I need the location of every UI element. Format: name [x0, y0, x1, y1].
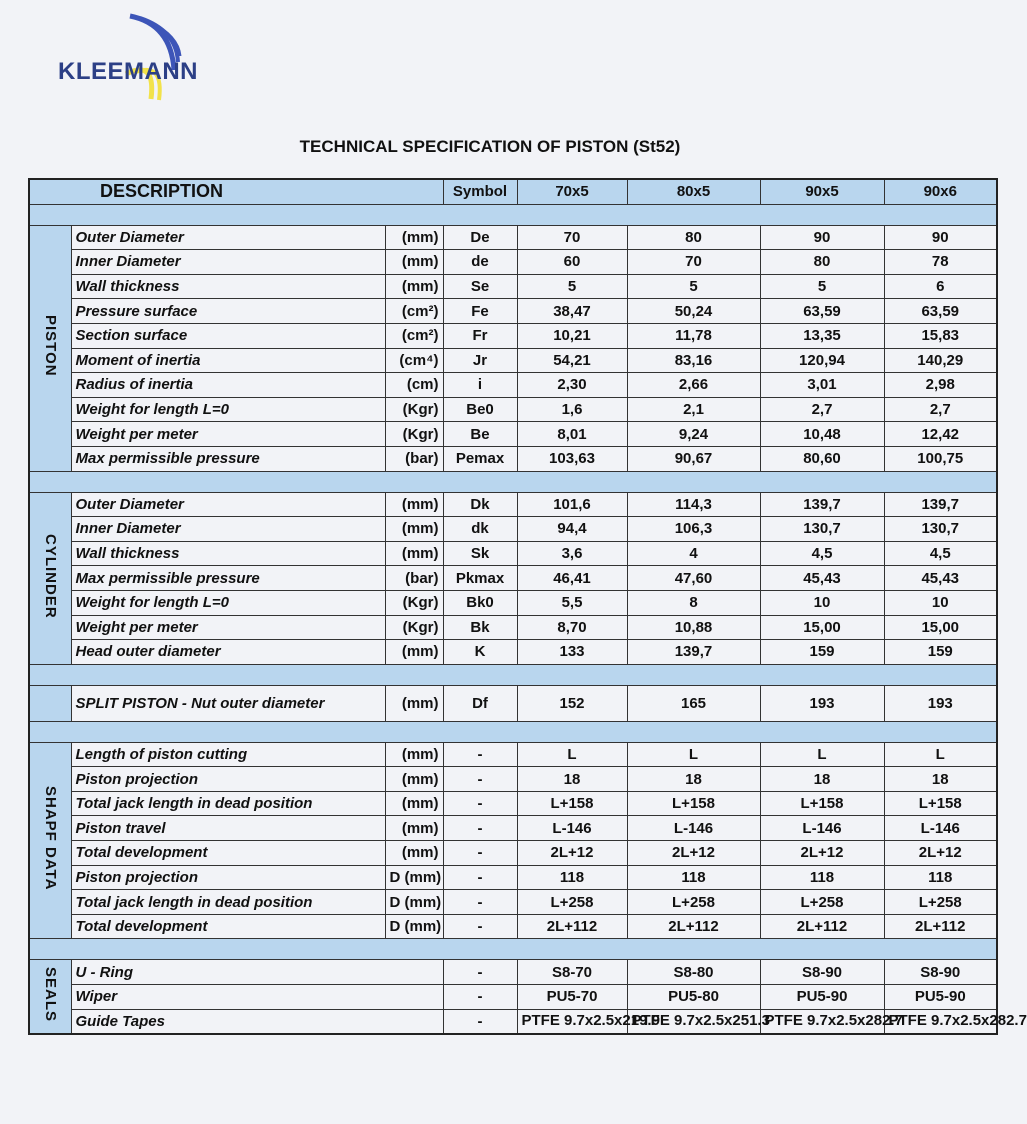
- value-cell: S8-90: [884, 960, 997, 985]
- table-row: [29, 767, 997, 792]
- row-symbol: -: [443, 960, 517, 985]
- value-cell: 133: [517, 640, 627, 665]
- value-cell: 101,6: [517, 492, 627, 517]
- row-unit: (Kgr): [385, 590, 443, 615]
- table-row: [29, 615, 997, 640]
- row-symbol: Dk: [443, 492, 517, 517]
- spacer-cell: [29, 939, 997, 960]
- value-cell: S8-80: [627, 960, 760, 985]
- row-symbol: -: [443, 841, 517, 866]
- value-cell: 2,98: [884, 373, 997, 398]
- section-label-text: CYLINDER: [41, 533, 59, 619]
- table-row: [29, 890, 997, 915]
- row-label: Max permissible pressure: [71, 566, 385, 591]
- value-cell: 2,7: [760, 397, 884, 422]
- value-cell: 130,7: [760, 517, 884, 542]
- value-cell: 13,35: [760, 323, 884, 348]
- table-row: [29, 397, 997, 422]
- value-cell: L-146: [884, 816, 997, 841]
- value-cell: 18: [517, 767, 627, 792]
- row-label: Total development: [71, 914, 385, 939]
- row-label: Weight per meter: [71, 422, 385, 447]
- value-cell: L: [884, 742, 997, 767]
- value-cell: PU5-90: [884, 985, 997, 1010]
- row-symbol: -: [443, 1009, 517, 1034]
- value-cell: 46,41: [517, 566, 627, 591]
- spacer-cell: [29, 471, 997, 492]
- section-spacer: [29, 471, 997, 492]
- value-cell: 2,66: [627, 373, 760, 398]
- section-label-piston: [29, 225, 71, 471]
- value-cell: 5: [760, 274, 884, 299]
- table-row: [29, 791, 997, 816]
- row-unit: (mm): [385, 492, 443, 517]
- row-symbol: De: [443, 225, 517, 250]
- table-row: [29, 348, 997, 373]
- value-cell: PTFE 9.7x2.5x282.7: [760, 1009, 884, 1034]
- header-symbol: Symbol: [443, 179, 517, 204]
- value-cell: 5: [627, 274, 760, 299]
- row-label: Weight for length L=0: [71, 590, 385, 615]
- value-cell: 152: [517, 685, 627, 721]
- table-row: [29, 742, 997, 767]
- row-unit: (mm): [385, 640, 443, 665]
- row-label: Piston travel: [71, 816, 385, 841]
- value-cell: 45,43: [760, 566, 884, 591]
- row-symbol: -: [443, 816, 517, 841]
- value-cell: 159: [884, 640, 997, 665]
- value-cell: 90: [760, 225, 884, 250]
- header-col: 90x5: [760, 179, 884, 204]
- value-cell: 90,67: [627, 446, 760, 471]
- table-row: [29, 590, 997, 615]
- value-cell: 2L+12: [627, 841, 760, 866]
- value-cell: PTFE 9.7x2.5x251.3: [627, 1009, 760, 1034]
- row-label: Total development: [71, 841, 385, 866]
- row-symbol: Be0: [443, 397, 517, 422]
- value-cell: 118: [884, 865, 997, 890]
- value-cell: 50,24: [627, 299, 760, 324]
- value-cell: 2L+112: [627, 914, 760, 939]
- value-cell: 118: [627, 865, 760, 890]
- value-cell: 103,63: [517, 446, 627, 471]
- row-label: Moment of inertia: [71, 348, 385, 373]
- row-unit: (cm): [385, 373, 443, 398]
- company-logo: [56, 14, 246, 104]
- section-spacer: [29, 204, 997, 225]
- row-label: Inner Diameter: [71, 517, 385, 542]
- row-symbol: Pkmax: [443, 566, 517, 591]
- section-label-text: SHAPF DATA: [41, 786, 59, 891]
- table-row: [29, 446, 997, 471]
- value-cell: PU5-90: [760, 985, 884, 1010]
- row-symbol: -: [443, 985, 517, 1010]
- table-row: [29, 914, 997, 939]
- row-symbol: -: [443, 767, 517, 792]
- value-cell: 165: [627, 685, 760, 721]
- row-label: Total jack length in dead position: [71, 791, 385, 816]
- value-cell: 10: [884, 590, 997, 615]
- row-unit: (mm): [385, 767, 443, 792]
- value-cell: PU5-70: [517, 985, 627, 1010]
- value-cell: 8,01: [517, 422, 627, 447]
- value-cell: 80,60: [760, 446, 884, 471]
- row-unit: (bar): [385, 566, 443, 591]
- table-row: [29, 274, 997, 299]
- value-cell: 10: [760, 590, 884, 615]
- row-unit: (Kgr): [385, 615, 443, 640]
- value-cell: 63,59: [760, 299, 884, 324]
- row-unit: (Kgr): [385, 422, 443, 447]
- table-row: [29, 816, 997, 841]
- page-title: TECHNICAL SPECIFICATION OF PISTON (St52): [299, 137, 681, 156]
- row-label: Piston projection: [71, 767, 385, 792]
- table-row: [29, 250, 997, 275]
- row-label: Outer Diameter: [71, 225, 385, 250]
- row-symbol: dk: [443, 517, 517, 542]
- table-row: [29, 960, 997, 985]
- value-cell: 70: [627, 250, 760, 275]
- value-cell: L+258: [517, 890, 627, 915]
- value-cell: 139,7: [884, 492, 997, 517]
- value-cell: 2L+12: [760, 841, 884, 866]
- row-unit: (mm): [385, 274, 443, 299]
- row-unit: (mm): [385, 517, 443, 542]
- table-row: [29, 841, 997, 866]
- table-row: [29, 323, 997, 348]
- value-cell: L+158: [884, 791, 997, 816]
- value-cell: 5: [517, 274, 627, 299]
- row-label: Radius of inertia: [71, 373, 385, 398]
- value-cell: 193: [884, 685, 997, 721]
- spacer-cell: [29, 664, 997, 685]
- value-cell: 10,88: [627, 615, 760, 640]
- value-cell: 54,21: [517, 348, 627, 373]
- table-row: [29, 373, 997, 398]
- table-row: [29, 541, 997, 566]
- value-cell: L-146: [760, 816, 884, 841]
- value-cell: L+158: [760, 791, 884, 816]
- row-label: Total jack length in dead position: [71, 890, 385, 915]
- value-cell: 47,60: [627, 566, 760, 591]
- row-symbol: Be: [443, 422, 517, 447]
- value-cell: 2,30: [517, 373, 627, 398]
- value-cell: 4,5: [884, 541, 997, 566]
- row-label: Max permissible pressure: [71, 446, 385, 471]
- section-label-cylinder: [29, 492, 71, 664]
- value-cell: 2,7: [884, 397, 997, 422]
- value-cell: 139,7: [627, 640, 760, 665]
- row-symbol: Bk: [443, 615, 517, 640]
- value-cell: 60: [517, 250, 627, 275]
- table-row: [29, 492, 997, 517]
- row-label: Pressure surface: [71, 299, 385, 324]
- row-symbol: Se: [443, 274, 517, 299]
- spacer-cell: [29, 721, 997, 742]
- section-spacer: [29, 721, 997, 742]
- spec-table: [28, 178, 1027, 1035]
- value-cell: 2L+112: [517, 914, 627, 939]
- table-row: [29, 566, 997, 591]
- row-label: Wiper: [71, 985, 443, 1010]
- row-unit: (mm): [385, 841, 443, 866]
- value-cell: 2L+12: [517, 841, 627, 866]
- section-label-shape: [29, 742, 71, 939]
- value-cell: 2,1: [627, 397, 760, 422]
- value-cell: 45,43: [884, 566, 997, 591]
- value-cell: 63,59: [884, 299, 997, 324]
- value-cell: L+158: [517, 791, 627, 816]
- value-cell: 130,7: [884, 517, 997, 542]
- value-cell: 2L+112: [884, 914, 997, 939]
- value-cell: 106,3: [627, 517, 760, 542]
- split-section-blank: [29, 685, 71, 721]
- value-cell: L+258: [627, 890, 760, 915]
- value-cell: S8-90: [760, 960, 884, 985]
- row-label: Wall thickness: [71, 274, 385, 299]
- header-row: [29, 179, 997, 204]
- value-cell: PU5-80: [627, 985, 760, 1010]
- value-cell: 114,3: [627, 492, 760, 517]
- row-unit: (bar): [385, 446, 443, 471]
- value-cell: 5,5: [517, 590, 627, 615]
- table-row: [29, 1009, 997, 1034]
- row-unit: (mm): [385, 816, 443, 841]
- value-cell: L: [627, 742, 760, 767]
- value-cell: 3,6: [517, 541, 627, 566]
- table-row: [29, 422, 997, 447]
- value-cell: 2L+112: [760, 914, 884, 939]
- value-cell: 15,00: [884, 615, 997, 640]
- value-cell: 10,48: [760, 422, 884, 447]
- value-cell: PTFE 9.7x2.5x219.9: [517, 1009, 627, 1034]
- value-cell: 70: [517, 225, 627, 250]
- row-unit: D (mm): [385, 890, 443, 915]
- row-symbol: Fe: [443, 299, 517, 324]
- value-cell: 18: [627, 767, 760, 792]
- table-row: [29, 299, 997, 324]
- value-cell: L+258: [760, 890, 884, 915]
- section-label-seals: [29, 960, 71, 1034]
- value-cell: 8: [627, 590, 760, 615]
- value-cell: 8,70: [517, 615, 627, 640]
- row-unit: (mm): [385, 250, 443, 275]
- row-symbol: K: [443, 640, 517, 665]
- row-label: Outer Diameter: [71, 492, 385, 517]
- row-symbol: -: [443, 890, 517, 915]
- row-label: Wall thickness: [71, 541, 385, 566]
- value-cell: L: [517, 742, 627, 767]
- row-unit: (cm²): [385, 323, 443, 348]
- row-symbol: Bk0: [443, 590, 517, 615]
- row-unit: D (mm): [385, 914, 443, 939]
- value-cell: L: [760, 742, 884, 767]
- row-symbol: -: [443, 791, 517, 816]
- value-cell: 38,47: [517, 299, 627, 324]
- table-row: [29, 640, 997, 665]
- section-spacer: [29, 939, 997, 960]
- row-label: Weight per meter: [71, 615, 385, 640]
- value-cell: 11,78: [627, 323, 760, 348]
- row-unit: (Kgr): [385, 397, 443, 422]
- row-unit: (mm): [385, 685, 443, 721]
- row-symbol: i: [443, 373, 517, 398]
- value-cell: 80: [760, 250, 884, 275]
- header-col: 70x5: [517, 179, 627, 204]
- row-label: Length of piston cutting: [71, 742, 385, 767]
- value-cell: PTFE 9.7x2.5x282.7: [884, 1009, 997, 1034]
- row-unit: (cm⁴): [385, 348, 443, 373]
- header-description: DESCRIPTION: [29, 179, 443, 204]
- header-col: 90x6: [884, 179, 997, 204]
- row-unit: (mm): [385, 742, 443, 767]
- value-cell: 4,5: [760, 541, 884, 566]
- value-cell: 140,29: [884, 348, 997, 373]
- value-cell: 120,94: [760, 348, 884, 373]
- table-row: [29, 517, 997, 542]
- value-cell: S8-70: [517, 960, 627, 985]
- row-unit: (mm): [385, 225, 443, 250]
- value-cell: 100,75: [884, 446, 997, 471]
- table-row: [29, 865, 997, 890]
- value-cell: 2L+12: [884, 841, 997, 866]
- value-cell: 83,16: [627, 348, 760, 373]
- row-label: Head outer diameter: [71, 640, 385, 665]
- row-unit: (mm): [385, 541, 443, 566]
- header-col: 80x5: [627, 179, 760, 204]
- row-label: Section surface: [71, 323, 385, 348]
- value-cell: 4: [627, 541, 760, 566]
- value-cell: 90: [884, 225, 997, 250]
- value-cell: L-146: [627, 816, 760, 841]
- row-label: U - Ring: [71, 960, 443, 985]
- value-cell: L+258: [884, 890, 997, 915]
- section-label-text: SEALS: [41, 967, 59, 1023]
- value-cell: 10,21: [517, 323, 627, 348]
- table-row: [29, 985, 997, 1010]
- value-cell: 118: [517, 865, 627, 890]
- row-unit: (mm): [385, 791, 443, 816]
- row-symbol: -: [443, 865, 517, 890]
- value-cell: 15,00: [760, 615, 884, 640]
- row-symbol: Fr: [443, 323, 517, 348]
- row-symbol: Jr: [443, 348, 517, 373]
- row-symbol: Df: [443, 685, 517, 721]
- row-symbol: -: [443, 742, 517, 767]
- row-symbol: -: [443, 914, 517, 939]
- value-cell: 12,42: [884, 422, 997, 447]
- value-cell: 118: [760, 865, 884, 890]
- value-cell: L-146: [517, 816, 627, 841]
- row-label: SPLIT PISTON - Nut outer diameter: [71, 685, 385, 721]
- value-cell: 80: [627, 225, 760, 250]
- value-cell: 139,7: [760, 492, 884, 517]
- value-cell: 18: [884, 767, 997, 792]
- row-symbol: Sk: [443, 541, 517, 566]
- row-unit: D (mm): [385, 865, 443, 890]
- row-label: Piston projection: [71, 865, 385, 890]
- row-symbol: de: [443, 250, 517, 275]
- value-cell: 3,01: [760, 373, 884, 398]
- row-label: Inner Diameter: [71, 250, 385, 275]
- split-row: [29, 685, 997, 721]
- section-spacer: [29, 664, 997, 685]
- value-cell: L+158: [627, 791, 760, 816]
- spacer-cell: [29, 204, 997, 225]
- value-cell: 159: [760, 640, 884, 665]
- value-cell: 94,4: [517, 517, 627, 542]
- value-cell: 18: [760, 767, 884, 792]
- section-label-text: PISTON: [41, 315, 59, 377]
- logo-brand-text: KLEEMANN: [58, 58, 198, 85]
- value-cell: 15,83: [884, 323, 997, 348]
- row-symbol: Pemax: [443, 446, 517, 471]
- table-row: [29, 225, 997, 250]
- row-label: Weight for length L=0: [71, 397, 385, 422]
- value-cell: 78: [884, 250, 997, 275]
- value-cell: 193: [760, 685, 884, 721]
- value-cell: 1,6: [517, 397, 627, 422]
- value-cell: 9,24: [627, 422, 760, 447]
- value-cell: 6: [884, 274, 997, 299]
- row-unit: (cm²): [385, 299, 443, 324]
- row-label: Guide Tapes: [71, 1009, 443, 1034]
